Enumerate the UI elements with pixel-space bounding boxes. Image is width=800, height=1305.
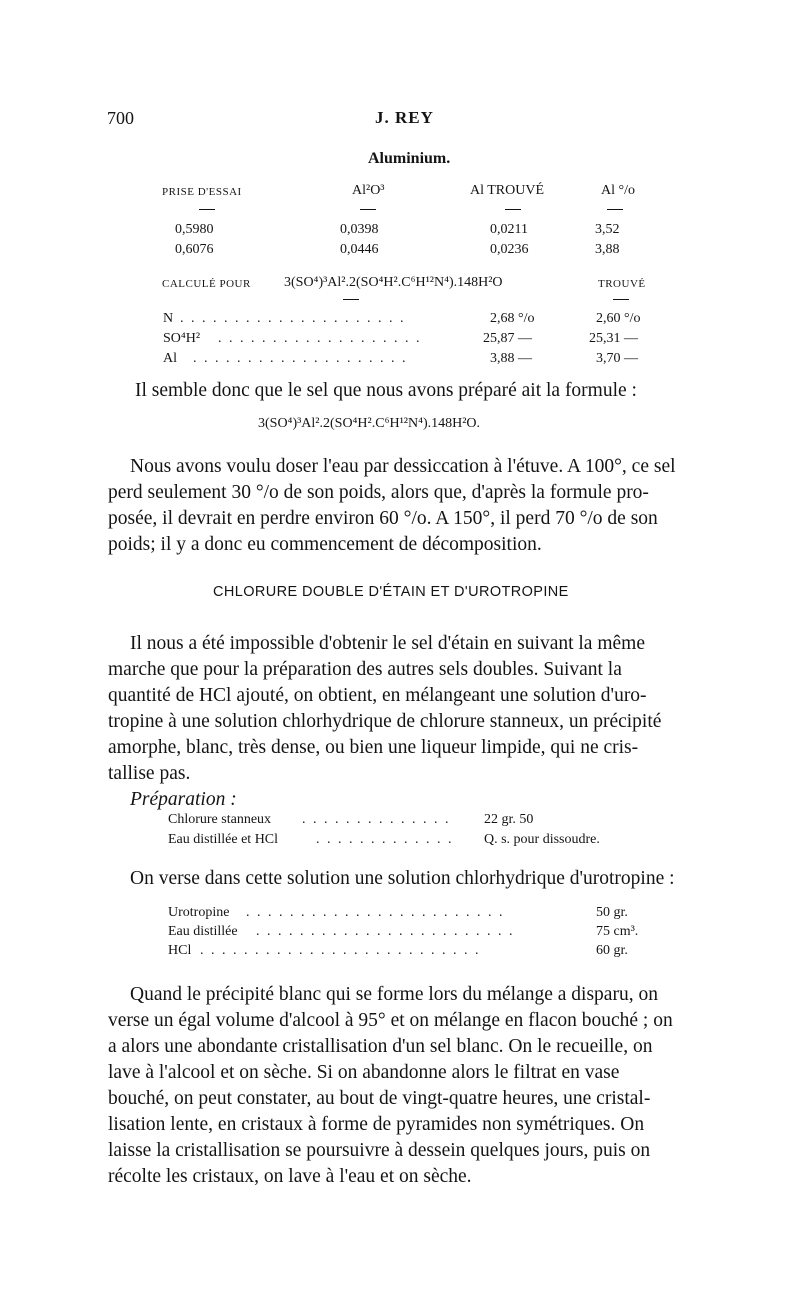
text-line: posée, il devrait en perdre environ 60 °/o. A 150°, il perd 70 °/o de son: [108, 508, 658, 529]
running-header-author: J. REY: [375, 108, 434, 127]
found-value: 3,70 —: [596, 351, 638, 366]
text-line: tropine à une solution chlorhydrique de chlorure stanneux, un précipité: [108, 711, 662, 732]
text-line: bouché, on peut constater, au bout de vingt-quatre heures, une cristal-: [108, 1088, 651, 1109]
divider: [607, 209, 623, 210]
table-cell: 0,0211: [490, 222, 528, 237]
table-cell: 0,0446: [340, 242, 379, 257]
found-value: 2,60 °/o: [596, 311, 641, 326]
text-line: lave à l'alcool et on sèche. Si on abandonne alors le filtrat en vase: [108, 1062, 620, 1083]
ingredient-amount: 75 cm³.: [596, 924, 639, 939]
table-cell: 3,88: [595, 242, 620, 257]
column-header: Al TROUVÉ: [470, 183, 545, 198]
column-header: PRISE D'ESSAI: [162, 186, 242, 198]
text-line: marche que pour la préparation des autres sels doubles. Suivant la: [108, 659, 622, 680]
divider: [613, 299, 629, 300]
found-label: TROUVÉ: [598, 278, 646, 290]
ingredient-amount: 50 gr.: [596, 905, 628, 920]
preparation-label: Préparation :: [130, 789, 237, 810]
calc-value: 2,68 °/o: [490, 311, 535, 326]
ingredient-name: Chlorure stanneux: [168, 812, 272, 827]
found-value: 25,31 —: [589, 331, 638, 346]
calc-label: CALCULÉ POUR: [162, 278, 251, 290]
row-label: Al: [163, 351, 177, 366]
table-cell: 0,0236: [490, 242, 529, 257]
table-cell: 0,6076: [175, 242, 214, 257]
text-line: perd seulement 30 °/o de son poids, alors que, d'après la formule pro-: [108, 482, 649, 503]
leader-dots: . . . . . . . . . . . . . .: [302, 812, 451, 827]
text-line: lisation lente, en cristaux à forme de pyramides non symétriques. On: [108, 1114, 645, 1135]
calc-value: 25,87 —: [483, 331, 532, 346]
column-header: Al²O³: [352, 183, 385, 198]
calc-formula: 3(SO⁴)³Al².2(SO⁴H².C⁶H¹²N⁴).148H²O: [284, 275, 503, 290]
leader-dots: . . . . . . . . . . . . . . . . . . .: [218, 331, 422, 346]
text-line: a alors une abondante cristallisation d'un sel blanc. On le recueille, on: [108, 1036, 653, 1057]
table-cell: 0,0398: [340, 222, 379, 237]
text-line: quantité de HCl ajouté, on obtient, en mélangeant une solution d'uro-: [108, 685, 647, 706]
leader-dots: . . . . . . . . . . . . . . . . . . . . . . . .: [256, 924, 515, 939]
text-line: amorphe, blanc, très dense, ou bien une liqueur limpide, qui ne cris-: [108, 737, 639, 758]
text-line: Quand le précipité blanc qui se forme lors du mélange a disparu, on: [130, 984, 658, 1005]
row-label: N: [163, 311, 174, 326]
table-cell: 3,52: [595, 222, 620, 237]
section-heading: CHLORURE DOUBLE D'ÉTAIN ET D'UROTROPINE: [213, 584, 569, 600]
table-cell: 0,5980: [175, 222, 214, 237]
leader-dots: . . . . . . . . . . . . . . . . . . . .: [193, 351, 408, 366]
text-line: Il nous a été impossible d'obtenir le sel d'étain en suivant la même: [130, 633, 645, 654]
divider: [343, 299, 359, 300]
leader-dots: . . . . . . . . . . . . . . . . . . . . .: [180, 311, 406, 326]
ingredient-name: HCl: [168, 943, 192, 958]
ingredient-name: Eau distillée: [168, 924, 238, 939]
paragraph: On verse dans cette solution une solution chlorhydrique d'urotropine :: [130, 868, 675, 889]
page-number: 700: [107, 108, 134, 128]
text-line: laisse la cristallisation se poursuivre à dessein quelques jours, puis on: [108, 1140, 651, 1161]
calc-value: 3,88 —: [490, 351, 532, 366]
text-line: poids; il y a donc eu commencement de décomposition.: [108, 534, 542, 555]
divider: [199, 209, 215, 210]
text-line: verse un égal volume d'alcool à 95° et on mélange en flacon bouché ; on: [108, 1010, 673, 1031]
ingredient-name: Eau distillée et HCl: [168, 832, 279, 847]
divider: [505, 209, 521, 210]
leader-dots: . . . . . . . . . . . . .: [316, 832, 454, 847]
leader-dots: . . . . . . . . . . . . . . . . . . . . . . . . . .: [200, 943, 481, 958]
text-line: tallise pas.: [108, 763, 191, 784]
row-label: SO⁴H²: [163, 331, 201, 346]
column-header: Al °/o: [601, 183, 635, 198]
ingredient-amount: Q. s. pour dissoudre.: [484, 832, 600, 847]
text-line: Nous avons voulu doser l'eau par dessiccation à l'étuve. A 100°, ce sel: [130, 456, 676, 477]
table-title: Aluminium.: [368, 150, 451, 167]
ingredient-name: Urotropine: [168, 905, 230, 920]
paragraph: Il semble donc que le sel que nous avons préparé ait la formule :: [135, 380, 637, 401]
leader-dots: . . . . . . . . . . . . . . . . . . . . . . . .: [246, 905, 505, 920]
formula-line: 3(SO⁴)³Al².2(SO⁴H².C⁶H¹²N⁴).148H²O.: [258, 416, 481, 431]
ingredient-amount: 22 gr. 50: [484, 812, 534, 827]
divider: [360, 209, 376, 210]
text-line: récolte les cristaux, on lave à l'eau et on sèche.: [108, 1166, 472, 1187]
ingredient-amount: 60 gr.: [596, 943, 628, 958]
